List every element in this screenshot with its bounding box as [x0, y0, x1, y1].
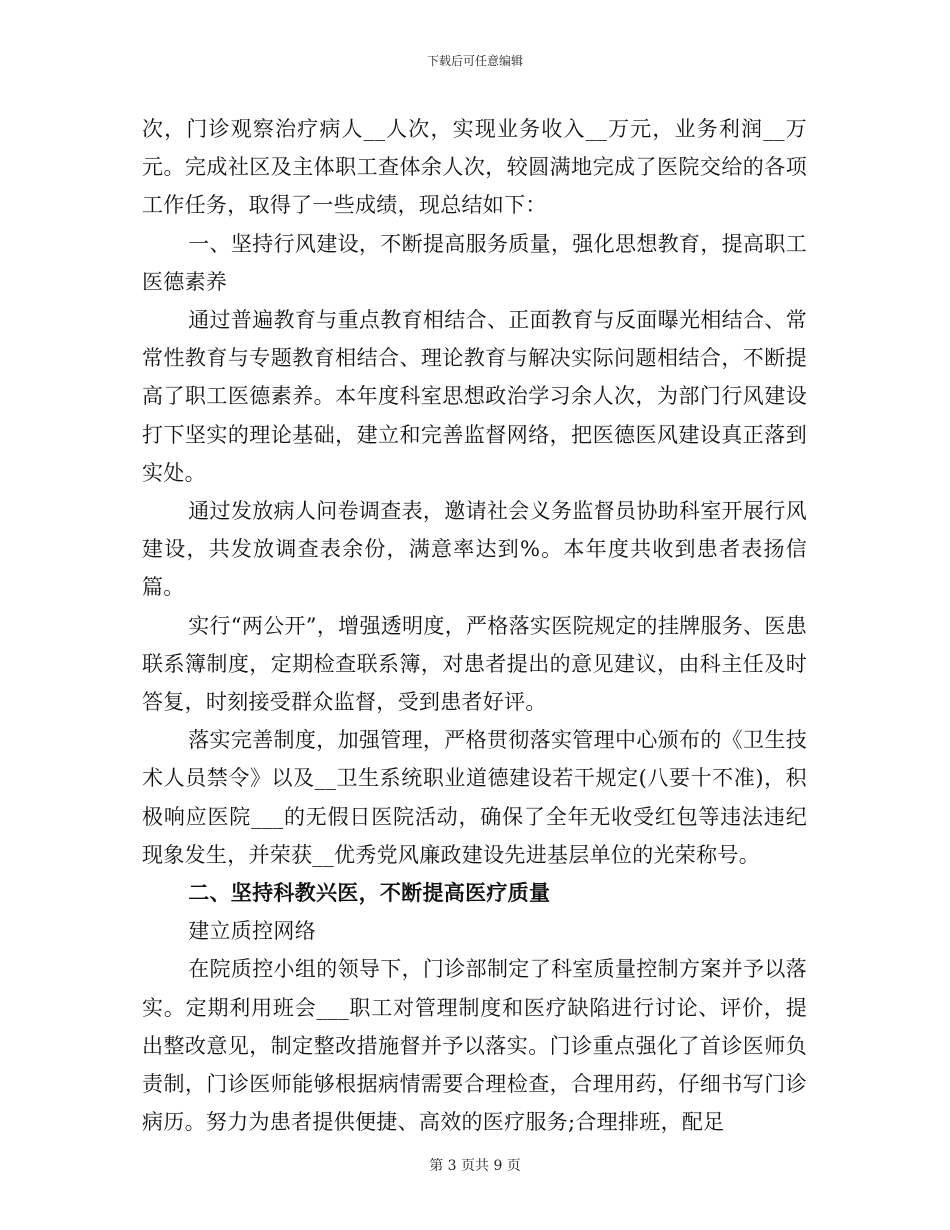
- section-heading-2: 二、坚持科教兴医，不断提高医疗质量: [188, 880, 551, 906]
- page-header: 下载后可任意编辑: [426, 54, 523, 68]
- paragraph-intro-continued: 次，门诊观察治疗病人__人次，实现业务收入__万元，业务利润__万元。完成社区及主体职工查体余人次，较圆满地完成了医院交给的各项工作任务，取得了一些成绩，现总结如下：: [142, 117, 807, 218]
- paragraph-education: 通过普遍教育与重点教育相结合、正面教育与反面曝光相结合、常常性教育与专题教育相结合、理论教育与解决实际问题相结合，不断提高了职工医德素养。本年度科室思想政治学习余人次，为部门行风建设打下坚实的理论基础，建立和完善监督网络，把医德医风建设真正落到实处。: [142, 308, 807, 485]
- paragraph-two-publicities: 实行“两公开”，增强透明度，严格落实医院规定的挂牌服务、医患联系簿制度，定期检查联系簿，对患者提出的意见建议，由科主任及时答复，时刻接受群众监督，受到患者好评。: [142, 613, 807, 715]
- subheading-quality-network: 建立质控网络: [188, 919, 316, 944]
- document-body: [142, 110, 807, 1141]
- section-heading-1: 一、坚持行风建设，不断提高服务质量，强化思想教育，提高职工医德素养: [142, 231, 807, 294]
- paragraph-quality-control: 在院质控小组的领导下，门诊部制定了科室质量控制方案并予以落实。定期利用班会___职工对管理制度和医疗缺陷进行讨论、评价，提出整改意见，制定整改措施督并予以落实。门诊重点强化了首诊医师负责制，门诊医师能够根据病情需要合理检查，合理用药，仔细书写门诊病历。努力为患者提供便捷、高效的医疗服务;合理排班，配足: [142, 957, 807, 1135]
- page-footer: 第 3 页共 9 页: [429, 1158, 521, 1174]
- paragraph-regulations: 落实完善制度，加强管理，严格贯彻落实管理中心颁布的《卫生技术人员禁令》以及__卫生系统职业道德建设若干规定(八要十不准)，积极响应医院___的无假日医院活动，确保了全年无收受红包等违法违纪现象发生，并荣获__优秀党风廉政建设先进基层单位的光荣称号。: [142, 728, 807, 867]
- paragraph-survey: 通过发放病人问卷调查表，邀请社会义务监督员协助科室开展行风建设，共发放调查表余份，满意率达到%。本年度共收到患者表扬信篇。: [142, 499, 807, 600]
